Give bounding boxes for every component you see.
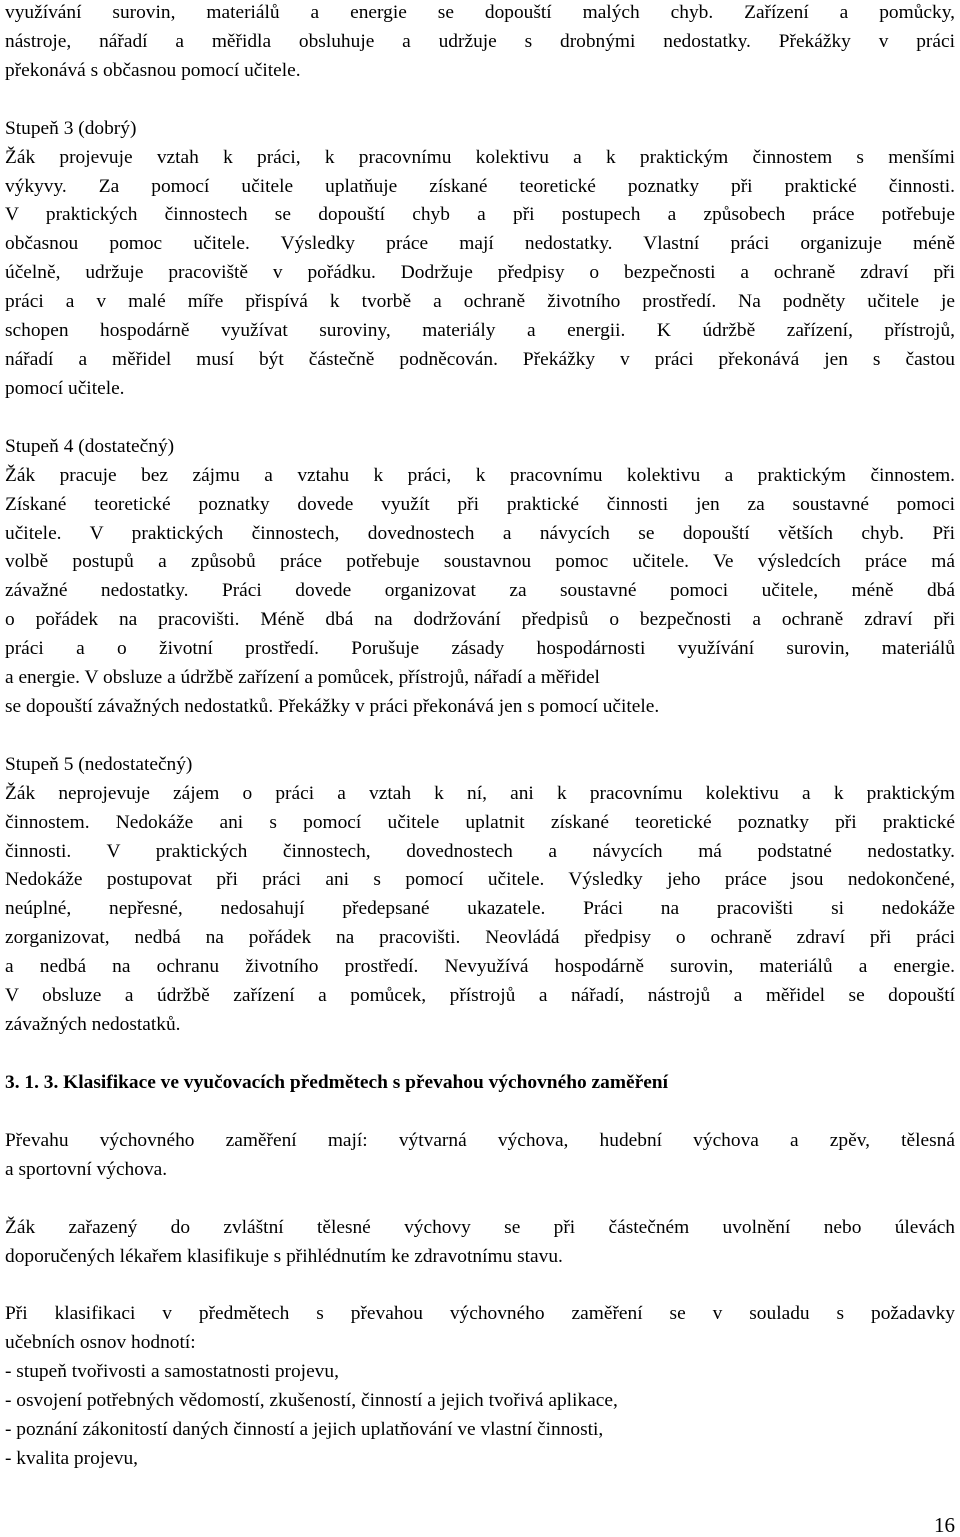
text-line: učitele. V praktických činnostech, dovednostech a návycích se dopouští větších chyb. Při xyxy=(5,522,955,544)
section-heading: 3. 1. 3. Klasifikace ve vyučovacích předmětech s převahou výchovného zaměření xyxy=(5,1071,668,1093)
text-line: schopen hospodárně využívat suroviny, materiály a energii. K údržbě zařízení, přístrojů, xyxy=(5,320,955,342)
list-item: - poznání zákonitostí daných činností a jejich uplatňování ve vlastní činnosti, xyxy=(5,1419,604,1441)
text-line: V praktických činnostech se dopouští chyb a při postupech a způsobech práce potřebuje xyxy=(5,204,955,226)
text-line: V obsluze a údržbě zařízení a pomůcek, přístrojů a nářadí, nástrojů a měřidel se dopouští xyxy=(5,985,955,1007)
text-line: Převahu výchovného zaměření mají: výtvarná výchova, hudební výchova a zpěv, tělesná xyxy=(5,1129,955,1151)
text-line: Žák pracuje bez zájmu a vztahu k práci, k pracovnímu kolektivu a praktickým činnostem. xyxy=(5,464,955,486)
list-item: - osvojení potřebných vědomostí, zkušeností, činností a jejich tvořivá aplikace, xyxy=(5,1390,618,1412)
grade-4-title: Stupeň 4 (dostatečný) xyxy=(5,435,175,457)
text-line: Získané teoretické poznatky dovede využít při praktické činnosti jen za soustavné pomoci xyxy=(5,493,955,515)
page-number: 16 xyxy=(934,1513,955,1537)
text-line: učebních osnov hodnotí: xyxy=(5,1332,196,1354)
text-line: volbě postupů a způsobů práce potřebuje soustavnou pomoc učitele. Ve výsledcích práce má xyxy=(5,551,955,573)
text-line: občasnou pomoc učitele. Výsledky práce mají nedostatky. Vlastní práci organizuje méně xyxy=(5,233,955,255)
list-item: - kvalita projevu, xyxy=(5,1447,138,1469)
text-line: překonává s občasnou pomocí učitele. xyxy=(5,59,301,81)
text-line: doporučených lékařem klasifikuje s přihlédnutím ke zdravotnímu stavu. xyxy=(5,1245,563,1267)
text-line: pomocí učitele. xyxy=(5,377,125,399)
text-line: účelně, udržuje pracoviště v pořádku. Dodržuje předpisy o bezpečnosti a ochraně zdraví při xyxy=(5,262,955,284)
text-line: Při klasifikaci v předmětech s převahou výchovného zaměření se v souladu s požadavky xyxy=(5,1303,955,1325)
text-line: závažné nedostatky. Práci dovede organizovat za soustavné pomoci učitele, méně dbá xyxy=(5,580,955,602)
text-line: využívání surovin, materiálů a energie se dopouští malých chyb. Zařízení a pomůcky, xyxy=(5,2,955,23)
text-line: o pořádek na pracovišti. Méně dbá na dodržování předpisů o bezpečnosti a ochraně zdraví při xyxy=(5,609,955,631)
text-line: a energie. V obsluze a údržbě zařízení a pomůcek, přístrojů, nářadí a měřidel xyxy=(5,667,600,689)
text-line: nářadí a měřidel musí být částečně podněcován. Překážky v práci překonává jen s častou xyxy=(5,348,955,370)
text-line: nástroje, nářadí a měřidla obsluhuje a udržuje s drobnými nedostatky. Překážky v práci xyxy=(5,30,955,52)
text-line: činnostem. Nedokáže ani s pomocí učitele uplatnit získané teoretické poznatky při praktické xyxy=(5,811,955,833)
grade-5-paragraph xyxy=(5,751,955,1040)
document-page xyxy=(5,0,955,1474)
text-line: výkyvy. Za pomocí učitele uplatňuje získané teoretické poznatky při praktické činnosti. xyxy=(5,175,955,197)
text-line: zorganizovat, nedbá na pořádek na pracovišti. Neovládá předpisy o ochraně zdraví při práci xyxy=(5,927,955,949)
text-line: činnosti. V praktických činnostech, dovednostech a návycích má podstatné nedostatky. xyxy=(5,840,955,862)
text-line: Žák neprojevuje zájem o práci a vztah k ní, ani k pracovnímu kolektivu a k praktickým xyxy=(5,782,955,804)
text-line: a sportovní výchova. xyxy=(5,1158,168,1180)
text-line: a nedbá na ochranu životního prostředí. Nevyužívá hospodárně surovin, materiálů a energie. xyxy=(5,956,955,978)
grade-4-paragraph xyxy=(5,433,955,722)
text-line: se dopouští závažných nedostatků. Překážky v práci překonává jen s pomocí učitele. xyxy=(5,695,660,717)
grade-3-paragraph xyxy=(5,115,955,404)
evaluation-list xyxy=(5,1358,955,1474)
text-line: neúplné, nepřesné, nedosahují předepsané ukazatele. Práci na pracovišti si nedokáže xyxy=(5,898,955,920)
grade-3-title: Stupeň 3 (dobrý) xyxy=(5,117,137,139)
text-line: Žák zařazený do zvláštní tělesné výchovy se při částečném uvolnění nebo úlevách xyxy=(5,1216,955,1238)
list-item: - stupeň tvořivosti a samostatnosti projevu, xyxy=(5,1361,339,1383)
text-line: závažných nedostatků. xyxy=(5,1014,181,1035)
text-line: práci a o životní prostředí. Porušuje zásady hospodárnosti využívání surovin, materiálů xyxy=(5,638,955,660)
grade-5-title: Stupeň 5 (nedostatečný) xyxy=(5,753,193,775)
evaluation-paragraph xyxy=(5,1300,955,1358)
intro-paragraph xyxy=(5,0,955,86)
text-line: Nedokáže postupovat při práci ani s pomocí učitele. Výsledky jeho práce jsou nedokončené, xyxy=(5,869,955,891)
text-line: práci a v malé míře přispívá k tvorbě a ochraně životního prostředí. Na podněty učitele je xyxy=(5,291,955,313)
pe-paragraph xyxy=(5,1214,955,1272)
subjects-paragraph xyxy=(5,1127,955,1185)
text-line: Žák projevuje vztah k práci, k pracovnímu kolektivu a k praktickým činnostem s menšími xyxy=(5,146,955,168)
